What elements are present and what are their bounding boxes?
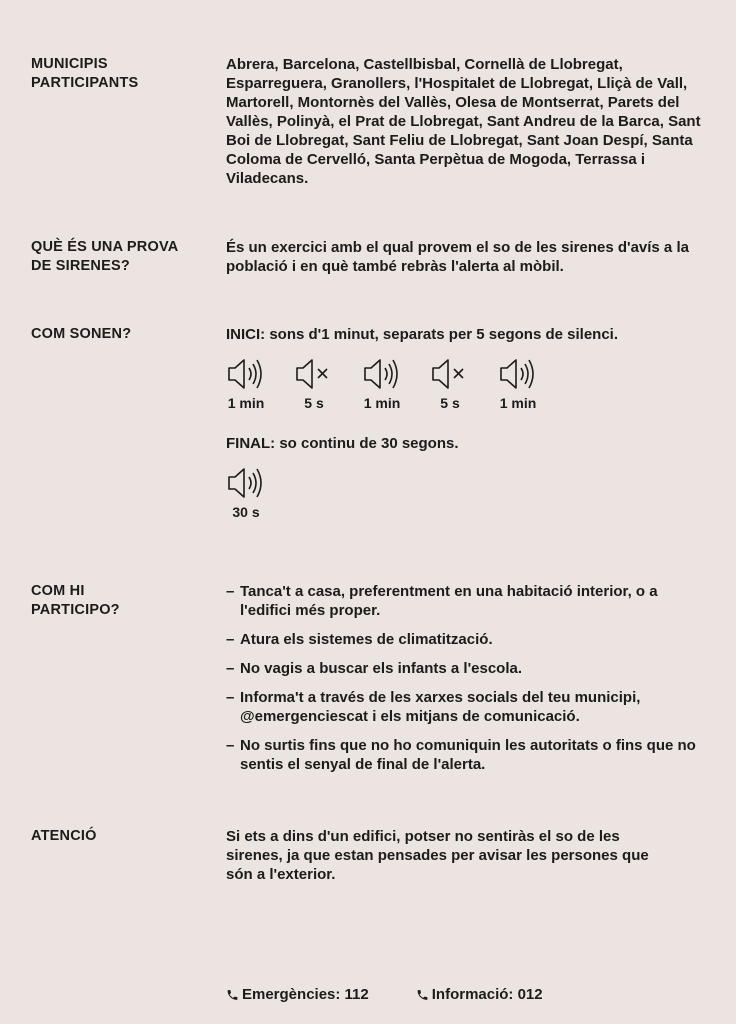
label-line: PARTICIPO?	[31, 602, 120, 618]
section-label	[31, 238, 211, 276]
info-phone-text: Informació: 012	[431, 986, 543, 1003]
prova-description: És un exercici amb el qual provem el so de les sirenes d'avís a la població i en què també rebràs l'alerta al mòbil.	[226, 239, 689, 275]
list-item-text: Tanca't a casa, preferentment en una habitació interior, o a l'edifici més proper.	[240, 583, 658, 619]
emergency-phone	[226, 986, 369, 1003]
list-item	[226, 630, 696, 649]
label-line: PARTICIPANTS	[31, 75, 139, 91]
info-phone	[416, 986, 543, 1003]
sound-item	[226, 465, 266, 521]
sound-duration: 30 s	[232, 504, 260, 520]
list-item-text: Informa't a través de les xarxes socials del teu municipi, @emergenciescat i els mitjans de comunicació.	[240, 689, 641, 725]
section-label: ATENCIÓ	[31, 828, 97, 844]
atencio-text: Si ets a dins d'un edifici, potser no sentiràs el so de les sirenes, ja que estan pensades per avisar les persones que són a l'exterior.	[226, 828, 649, 883]
speaker-sound-icon	[226, 356, 266, 392]
label-line: DE SIRENES?	[31, 258, 130, 274]
list-item-text: No surtis fins que no ho comuniquin les autoritats o fins que no sentis el senyal de final de l'alerta.	[240, 737, 696, 773]
section-label: COM SONEN?	[31, 326, 132, 342]
final-icons-row	[226, 465, 716, 521]
emergency-phone-text: Emergències: 112	[242, 986, 369, 1003]
instructions-list	[226, 582, 696, 774]
sound-duration: 1 min	[363, 395, 401, 411]
speaker-mute-icon	[294, 356, 334, 392]
list-item-text: No vagis a buscar els infants a l'escola.	[240, 660, 523, 677]
speaker-mute-icon	[430, 356, 470, 392]
label-line: QUÈ ÉS UNA PROVA	[31, 239, 179, 255]
bullet-dash: –	[226, 631, 235, 648]
final-text: FINAL: so continu de 30 segons.	[226, 435, 459, 452]
list-item	[226, 582, 696, 620]
footer	[226, 986, 686, 1003]
section-label	[31, 55, 211, 93]
inici-text: INICI: sons d'1 minut, separats per 5 segons de silenci.	[226, 326, 619, 343]
sonen-content	[226, 325, 716, 521]
sound-item	[430, 356, 470, 412]
label-line: COM HI	[31, 583, 85, 599]
speaker-sound-icon	[362, 356, 402, 392]
sound-item	[294, 356, 334, 412]
list-item-text: Atura els sistemes de climatització.	[240, 631, 493, 648]
label-line: MUNICIPIS	[31, 56, 108, 72]
bullet-dash: –	[226, 660, 235, 677]
sound-duration: 1 min	[227, 395, 265, 411]
list-item	[226, 659, 696, 678]
list-item	[226, 736, 696, 774]
speaker-sound-icon	[498, 356, 538, 392]
section-label	[31, 582, 211, 620]
bullet-dash: –	[226, 583, 235, 600]
sound-item	[226, 356, 266, 412]
sound-item	[362, 356, 402, 412]
sound-duration: 5 s	[440, 395, 460, 411]
list-item	[226, 688, 696, 726]
bullet-dash: –	[226, 737, 235, 754]
bullet-dash: –	[226, 689, 235, 706]
inici-icons-row	[226, 356, 716, 412]
phone-icon	[226, 988, 239, 1002]
phone-icon	[416, 988, 429, 1002]
sound-item	[498, 356, 538, 412]
speaker-sound-icon	[226, 465, 266, 501]
sound-duration: 1 min	[499, 395, 537, 411]
municipalities-list: Abrera, Barcelona, Castellbisbal, Cornellà de Llobregat, Esparreguera, Granollers, l'Hospitalet de Llobregat, Lliçà de Vall, Martorell, Montornès del Vallès, Olesa de Montserrat, Parets del Vallès, Polinyà, el Prat de Llobregat, Sant Andreu de la Barca, Sant Boi de Llobregat, Sant Feliu de Llobregat, Sant Joan Despí, Santa Coloma de Cervelló, Santa Perpètua de Mogoda, Terrassa i Viladecans.	[226, 56, 701, 187]
participo-content	[226, 582, 696, 784]
sound-duration: 5 s	[304, 395, 324, 411]
